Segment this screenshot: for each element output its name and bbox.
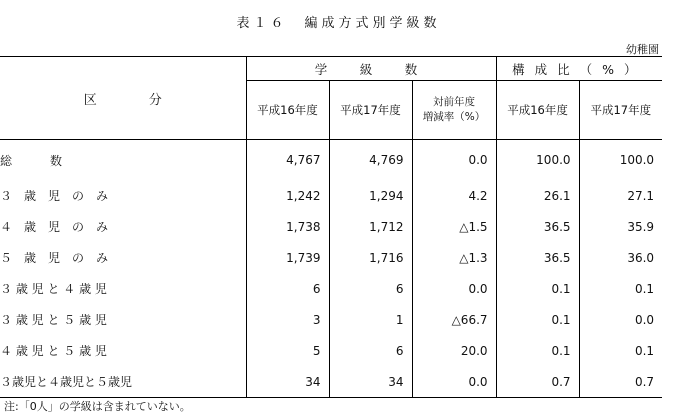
cell-r16: 100.0 [496,140,579,181]
row-label: ３ 歳 児 の み [0,189,109,203]
cell-h17: 4,769 [329,140,412,181]
col-header-change-line2: 増減率（%） [422,111,486,123]
group-header-ratio: 構成比（%） [496,57,662,81]
cell-h17: 6 [329,335,412,366]
kubun-char-b: 分 [148,92,162,108]
col-header-h17: 平成17年度 [329,81,412,140]
cell-h16: 34 [246,366,329,398]
cell-h16: 1,738 [246,211,329,242]
cell-h17: 1 [329,304,412,335]
col-header-h16: 平成16年度 [246,81,329,140]
cell-r17: 100.0 [579,140,662,181]
cell-change: △1.5 [412,211,496,242]
footnote: 注:「0人」の学級は含まれていない。 [4,400,191,413]
class-count-table [0,56,662,398]
kubun-char-a: 区 [83,92,97,108]
table-row [0,211,662,242]
col-header-r16: 平成16年度 [496,81,579,140]
cell-r17: 35.9 [579,211,662,242]
col-header-r17: 平成17年度 [579,81,662,140]
cell-change: 0.0 [412,366,496,398]
row-label: ３ 歳 児 と ５ 歳 児 [0,313,107,327]
cell-h16: 6 [246,273,329,304]
row-label-a: 総 [0,153,13,168]
cell-r17: 0.1 [579,273,662,304]
row-label: ５ 歳 児 の み [0,251,109,265]
cell-h17: 1,712 [329,211,412,242]
cell-r16: 0.1 [496,273,579,304]
row-label: ３ 歳 児 と ４ 歳 児 [0,282,107,296]
cell-r16: 26.1 [496,180,579,211]
table-row [0,273,662,304]
cell-change: 0.0 [412,273,496,304]
row-label: ４ 歳 児 の み [0,220,109,234]
kubun-header [0,57,246,140]
cell-r17: 0.7 [579,366,662,398]
cell-h16: 3 [246,304,329,335]
cell-h17: 1,294 [329,180,412,211]
row-label [0,140,246,181]
cell-change: 0.0 [412,140,496,181]
row-label-b: 数 [50,153,63,168]
cell-r17: 0.0 [579,304,662,335]
cell-r17: 27.1 [579,180,662,211]
cell-h17: 6 [329,273,412,304]
cell-r17: 36.0 [579,242,662,273]
unit-label: 幼稚園 [626,43,659,56]
cell-h16: 1,242 [246,180,329,211]
table-row-total [0,140,662,181]
table-row [0,366,662,398]
table-title: 表１６ 編成方式別学級数 [236,16,441,31]
cell-change: 20.0 [412,335,496,366]
cell-h17: 1,716 [329,242,412,273]
cell-r16: 36.5 [496,211,579,242]
col-header-change [412,81,496,140]
row-label: ３歳児と４歳児と５歳児 [0,366,246,398]
cell-r16: 0.1 [496,304,579,335]
table-row [0,180,662,211]
row-label: ４ 歳 児 と ５ 歳 児 [0,344,107,358]
col-header-change-line1: 対前年度 [433,96,476,108]
cell-r16: 0.7 [496,366,579,398]
cell-r16: 36.5 [496,242,579,273]
cell-change: △1.3 [412,242,496,273]
cell-change: △66.7 [412,304,496,335]
cell-r16: 0.1 [496,335,579,366]
cell-r17: 0.1 [579,335,662,366]
table-row [0,242,662,273]
cell-change: 4.2 [412,180,496,211]
cell-h16: 1,739 [246,242,329,273]
cell-h16: 5 [246,335,329,366]
group-header-classes: 学 級 数 [246,57,496,81]
cell-h16: 4,767 [246,140,329,181]
table-row [0,335,662,366]
table-row [0,304,662,335]
cell-h17: 34 [329,366,412,398]
